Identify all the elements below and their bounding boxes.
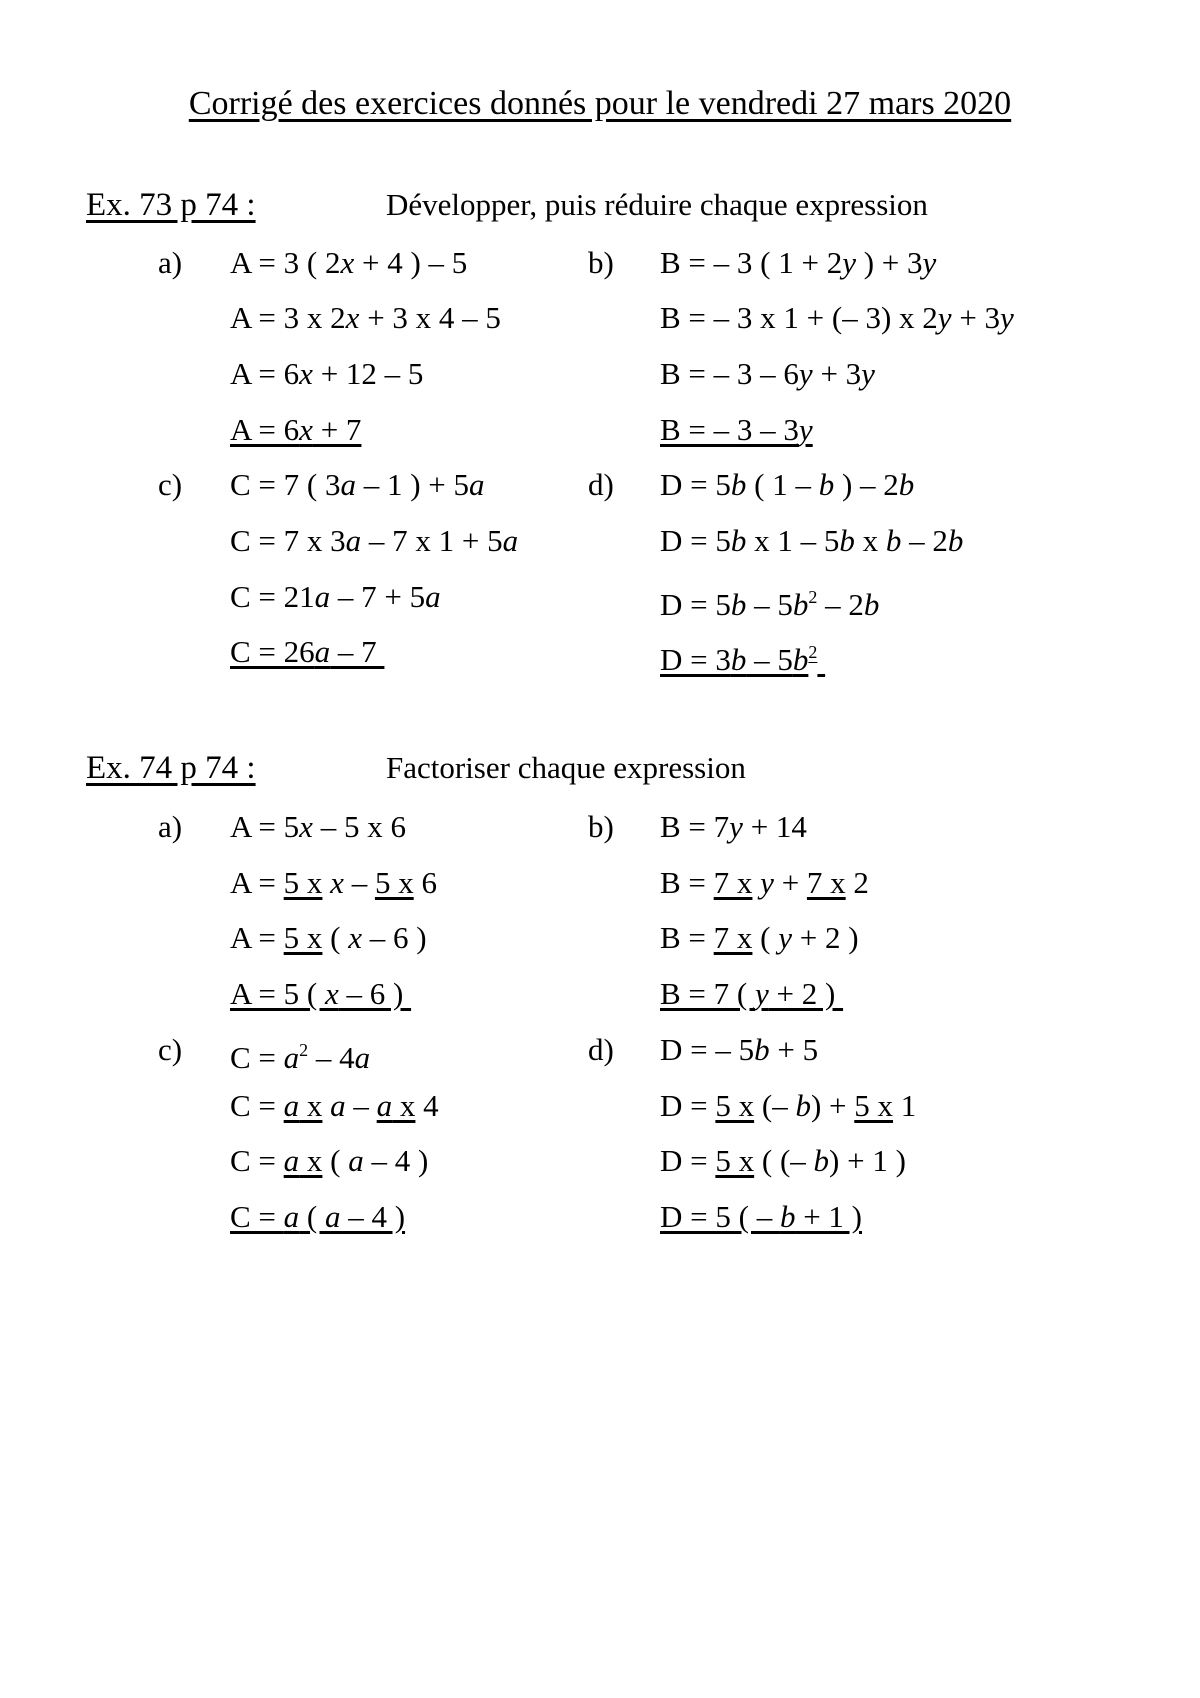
expression-segment: – 7 x 1 + 5 xyxy=(361,523,503,558)
expression-segment: x xyxy=(340,245,355,280)
expression-segment: A = 6 xyxy=(230,356,300,391)
expression-segment: a xyxy=(340,467,356,502)
expression-segment: b xyxy=(730,642,747,677)
expression-segment: – 4 xyxy=(308,1040,355,1075)
ex73-d-line-2 xyxy=(660,521,963,561)
expression-segment: D = 5 xyxy=(660,523,731,558)
ex74-d-line-1 xyxy=(660,1030,818,1070)
expression-segment: ( xyxy=(299,1199,325,1234)
expression-segment: B = – 3 – 6 xyxy=(660,356,799,391)
ex74-a-result xyxy=(230,974,411,1014)
expression-segment: a xyxy=(502,523,519,558)
ex74-b-line-1 xyxy=(660,807,807,847)
expression-segment: C = 21 xyxy=(230,579,315,614)
expression-segment: 6 xyxy=(413,865,437,900)
expression-segment: A = 5 xyxy=(230,809,300,844)
expression-segment: ( xyxy=(322,920,349,955)
expression-segment: b xyxy=(792,587,809,622)
expression-segment: b xyxy=(730,523,747,558)
ex73-b-line-2 xyxy=(660,298,1014,338)
expression-segment: 5 x xyxy=(715,1088,755,1123)
expression-segment: b xyxy=(792,642,809,677)
expression-segment: + 5 xyxy=(769,1032,819,1067)
expression-segment: y xyxy=(861,356,875,391)
expression-segment: D = xyxy=(660,1088,716,1123)
page-title: Corrigé des exercices donnés pour le vendredi 27 mars 2020 xyxy=(188,85,1012,122)
expression-segment: 5 x xyxy=(283,865,323,900)
expression-segment: 7 x xyxy=(713,920,753,955)
expression-segment: b xyxy=(885,523,902,558)
ex73-a-line-1 xyxy=(230,243,467,283)
expression-segment: a xyxy=(314,579,331,614)
expression-segment: ) + 1 ) xyxy=(829,1143,906,1178)
expression-segment: + 14 xyxy=(742,809,807,844)
expression-segment: + 2 ) xyxy=(792,920,859,955)
expression-segment: – 2 xyxy=(901,523,948,558)
expression-segment: + 7 xyxy=(312,412,362,447)
ex73-part-b-label: b) xyxy=(588,245,614,280)
expression-segment: b xyxy=(779,1199,796,1234)
expression-segment: a xyxy=(325,1199,341,1234)
expression-segment: a xyxy=(354,1040,371,1075)
expression-segment: A = xyxy=(230,865,284,900)
expression-segment: 2 xyxy=(808,642,818,662)
expression-segment: 7 x xyxy=(713,865,753,900)
expression-segment: D = 5 ( – xyxy=(660,1199,780,1234)
exercise-73-heading xyxy=(86,185,928,225)
expression-segment: 4 xyxy=(415,1088,439,1123)
expression-segment: – 5 xyxy=(746,642,793,677)
expression-segment: ) + xyxy=(810,1088,855,1123)
expression-segment xyxy=(817,642,825,677)
expression-segment: + 12 – 5 xyxy=(312,356,424,391)
expression-segment: A = 5 ( xyxy=(230,976,325,1011)
ex74-a-line-2 xyxy=(230,863,437,903)
expression-segment: b xyxy=(813,1143,830,1178)
expression-segment: a xyxy=(376,1088,393,1123)
expression-segment: 5 x xyxy=(854,1088,894,1123)
expression-segment: + 4 ) – 5 xyxy=(354,245,468,280)
ex73-a-result xyxy=(230,410,361,450)
expression-segment xyxy=(322,865,330,900)
expression-segment: C = xyxy=(230,1088,284,1123)
expression-segment: x xyxy=(348,920,363,955)
expression-segment: D = – 5 xyxy=(660,1032,755,1067)
expression-segment: b xyxy=(730,467,747,502)
expression-segment: 5 x xyxy=(715,1143,755,1178)
expression-segment: a xyxy=(469,467,485,502)
expression-segment: – xyxy=(345,1088,377,1123)
ex74-a-line-1 xyxy=(230,807,406,847)
expression-segment: y xyxy=(1000,300,1014,335)
ex73-part-d-label: d) xyxy=(588,467,614,502)
ex74-c-result xyxy=(230,1197,405,1237)
expression-segment: + 2 ) xyxy=(768,976,844,1011)
expression-segment: C = 7 ( 3 xyxy=(230,467,341,502)
expression-segment xyxy=(752,865,760,900)
expression-segment: D = 3 xyxy=(660,642,731,677)
expression-segment: y xyxy=(842,245,856,280)
exercise-73-label: Ex. 73 p 74 : xyxy=(86,187,256,223)
expression-segment: y xyxy=(937,300,952,335)
expression-segment: 2 xyxy=(845,865,869,900)
ex74-c-line-2 xyxy=(230,1086,439,1126)
expression-segment: a xyxy=(348,1143,364,1178)
expression-segment: 5 x xyxy=(374,865,414,900)
expression-segment: ) + 3 xyxy=(855,245,923,280)
expression-segment: ( (– xyxy=(754,1143,814,1178)
ex74-d-line-2 xyxy=(660,1086,916,1126)
expression-segment: b xyxy=(839,523,855,558)
ex73-d-line-3 xyxy=(660,577,879,625)
expression-segment: b xyxy=(754,1032,770,1067)
ex74-part-a-label: a) xyxy=(158,809,183,844)
expression-segment: a xyxy=(330,1088,346,1123)
exercise-74-instruction: Factoriser chaque expression xyxy=(386,750,746,785)
expression-segment: – 6 ) xyxy=(362,920,427,955)
expression-segment: a xyxy=(314,634,331,669)
expression-segment: D = 5 xyxy=(660,587,731,622)
expression-segment: B = 7 xyxy=(660,809,730,844)
expression-segment: ( xyxy=(322,1143,349,1178)
expression-segment: 1 xyxy=(893,1088,917,1123)
expression-segment: – 4 ) xyxy=(340,1199,406,1234)
expression-segment: b xyxy=(795,1088,811,1123)
ex74-b-line-3 xyxy=(660,918,859,958)
expression-segment: C = 7 x 3 xyxy=(230,523,346,558)
ex73-c-line-2 xyxy=(230,521,518,561)
ex74-part-d-label: d) xyxy=(588,1032,614,1067)
expression-segment: B = xyxy=(660,865,714,900)
expression-segment: y xyxy=(729,809,743,844)
ex74-part-c-label: c) xyxy=(158,1032,183,1067)
expression-segment: A = xyxy=(230,920,284,955)
ex74-part-b-label: b) xyxy=(588,809,614,844)
expression-segment: x xyxy=(330,865,344,900)
exercise-74-label: Ex. 74 p 74 : xyxy=(86,750,256,786)
ex74-d-line-3 xyxy=(660,1141,906,1181)
expression-segment: ( xyxy=(752,920,779,955)
expression-segment: x 1 – 5 xyxy=(746,523,840,558)
expression-segment xyxy=(322,1088,330,1123)
expression-segment: a xyxy=(283,1199,300,1234)
expression-segment: (– xyxy=(754,1088,796,1123)
ex74-c-line-3 xyxy=(230,1141,428,1181)
expression-segment: + 1 ) xyxy=(795,1199,863,1234)
expression-segment: D = 5 xyxy=(660,467,731,502)
ex73-c-result xyxy=(230,632,384,672)
expression-segment: y xyxy=(754,976,769,1011)
expression-segment: – 1 ) + 5 xyxy=(355,467,470,502)
expression-segment: y xyxy=(798,356,813,391)
expression-segment: 7 x xyxy=(806,865,846,900)
expression-segment: B = – 3 x 1 + (– 3) x 2 xyxy=(660,300,938,335)
expression-segment: b xyxy=(947,523,964,558)
expression-segment: 2 xyxy=(299,1040,309,1060)
expression-segment: a xyxy=(425,579,441,614)
expression-segment: A = 6 xyxy=(230,412,300,447)
expression-segment: b xyxy=(730,587,747,622)
expression-segment: – 5 xyxy=(746,587,793,622)
expression-segment: a xyxy=(283,1088,300,1123)
expression-segment: A = 3 x 2 xyxy=(230,300,346,335)
expression-segment: ) – 2 xyxy=(834,467,899,502)
ex73-b-line-3 xyxy=(660,354,875,394)
expression-segment: x xyxy=(299,1088,323,1123)
ex73-c-line-3 xyxy=(230,577,441,617)
ex73-c-line-1 xyxy=(230,465,485,505)
ex74-b-result xyxy=(660,974,843,1014)
expression-segment: C = 26 xyxy=(230,634,315,669)
expression-segment: 2 xyxy=(808,587,818,607)
expression-segment: 5 x xyxy=(283,920,323,955)
expression-segment: a xyxy=(345,523,362,558)
ex74-c-line-1 xyxy=(230,1030,370,1078)
exercise-73-instruction: Développer, puis réduire chaque expression xyxy=(386,187,928,222)
expression-segment: x xyxy=(392,1088,416,1123)
expression-segment: B = – 3 – 3 xyxy=(660,412,799,447)
expression-segment: b xyxy=(898,467,915,502)
ex73-b-result xyxy=(660,410,813,450)
expression-segment: – 4 ) xyxy=(363,1143,429,1178)
expression-segment: x xyxy=(345,300,360,335)
ex74-d-result xyxy=(660,1197,862,1237)
expression-segment: y xyxy=(922,245,937,280)
expression-segment: B = xyxy=(660,920,714,955)
ex73-part-c-label: c) xyxy=(158,467,183,502)
expression-segment: + 3 x 4 – 5 xyxy=(359,300,501,335)
expression-segment: C = xyxy=(230,1143,284,1178)
expression-segment: x xyxy=(299,412,313,447)
expression-segment: x xyxy=(299,356,313,391)
ex73-a-line-2 xyxy=(230,298,501,338)
expression-segment: B = 7 ( xyxy=(660,976,755,1011)
expression-segment: C = xyxy=(230,1199,284,1234)
ex73-d-result xyxy=(660,632,825,680)
expression-segment: y xyxy=(798,412,813,447)
ex73-b-line-1 xyxy=(660,243,936,283)
expression-segment: y xyxy=(760,865,774,900)
ex73-a-line-3 xyxy=(230,354,423,394)
expression-segment: – 2 xyxy=(817,587,864,622)
expression-segment: b xyxy=(863,587,880,622)
expression-segment: a xyxy=(283,1143,300,1178)
expression-segment: + xyxy=(773,865,807,900)
ex73-d-line-1 xyxy=(660,465,914,505)
expression-segment: x xyxy=(324,976,339,1011)
ex73-part-a-label: a) xyxy=(158,245,183,280)
ex74-a-line-3 xyxy=(230,918,427,958)
expression-segment: – 5 x 6 xyxy=(312,809,406,844)
expression-segment: b xyxy=(818,467,835,502)
expression-segment: x xyxy=(299,809,313,844)
exercise-74-heading xyxy=(86,748,746,788)
expression-segment: + 3 xyxy=(951,300,1001,335)
expression-segment: y xyxy=(778,920,793,955)
expression-segment: + 3 xyxy=(812,356,862,391)
expression-segment: – xyxy=(343,865,375,900)
ex74-b-line-2 xyxy=(660,863,869,903)
expression-segment: – 7 + 5 xyxy=(330,579,426,614)
expression-segment: a xyxy=(283,1040,300,1075)
expression-segment: B = – 3 ( 1 + 2 xyxy=(660,245,843,280)
expression-segment: x xyxy=(299,1143,323,1178)
expression-segment: A = 3 ( 2 xyxy=(230,245,341,280)
expression-segment: x xyxy=(854,523,886,558)
expression-segment: – 7 xyxy=(330,634,385,669)
expression-segment: D = xyxy=(660,1143,716,1178)
expression-segment: C = xyxy=(230,1040,284,1075)
expression-segment: – 6 ) xyxy=(338,976,412,1011)
expression-segment: ( 1 – xyxy=(746,467,819,502)
